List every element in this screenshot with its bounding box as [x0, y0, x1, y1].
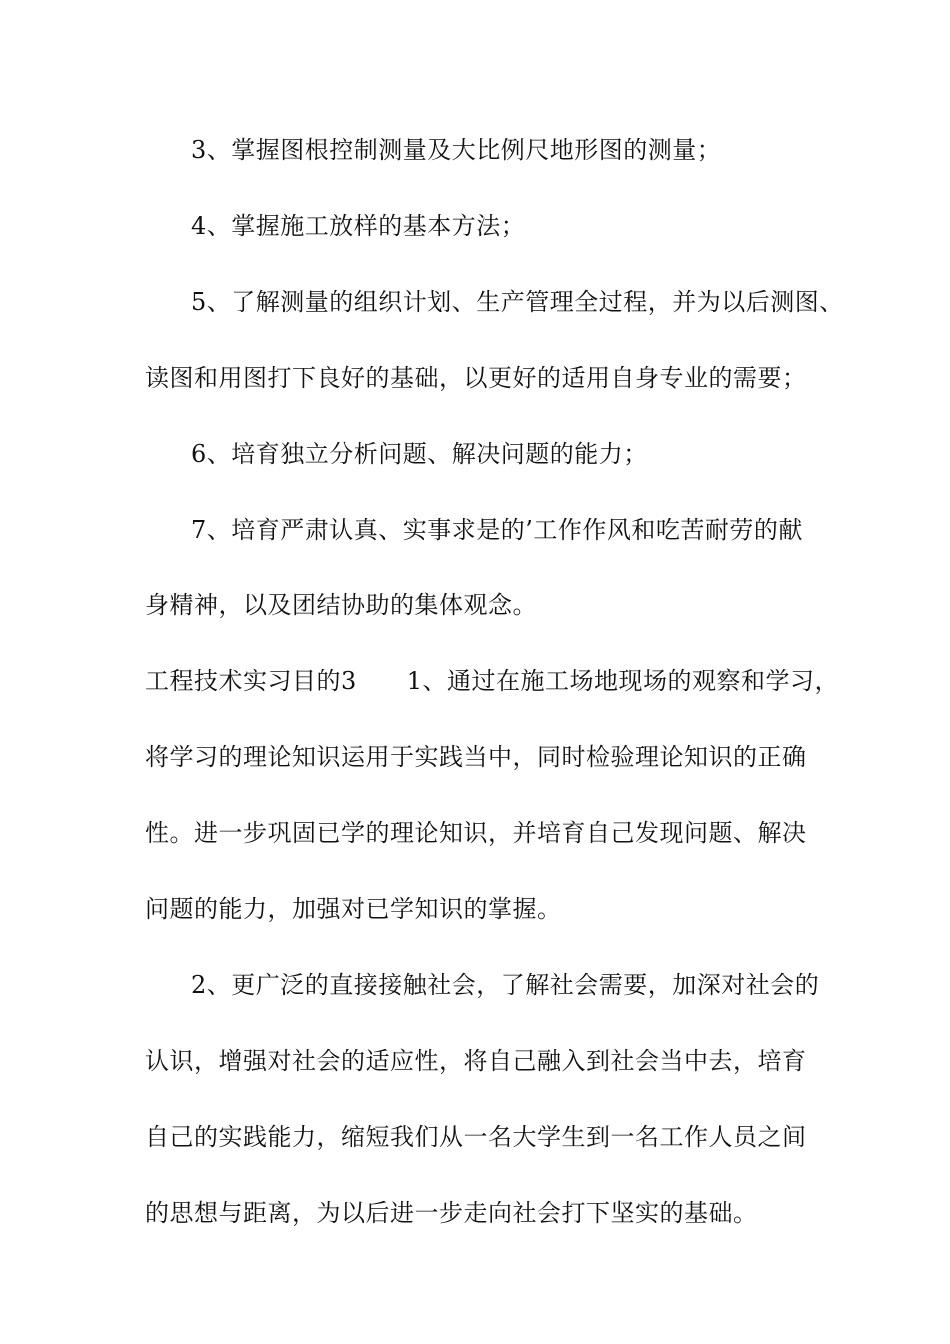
list-item-7-line-1: 7、培育严肃认真、实事求是的’工作作风和吃苦耐劳的献 — [191, 516, 803, 544]
section-item-1-line-1: 1、通过在施工场地现场的观察和学习， — [406, 667, 840, 695]
section-item-1-line-2: 将学习的理论知识运用于实践当中，同时检验理论知识的正确 — [145, 743, 807, 771]
list-item-5-line-2: 读图和用图打下良好的基础，以更好的适用自身专业的需要； — [145, 364, 807, 392]
list-item-6: 6、培育独立分析问题、解决问题的能力； — [191, 440, 648, 468]
section-item-1-line-4: 问题的能力，加强对已学知识的掌握。 — [145, 895, 562, 923]
list-item-3: 3、掌握图根控制测量及大比例尺地形图的测量； — [191, 136, 722, 164]
section-item-2-line-1: 2、更广泛的直接接触社会，了解社会需要，加深对社会的 — [191, 971, 820, 999]
list-item-4: 4、掌握施工放样的基本方法； — [191, 212, 526, 240]
list-item-5-line-1: 5、了解测量的组织计划、生产管理全过程，并为以后测图、 — [191, 288, 844, 316]
list-item-7-line-2: 身精神，以及团结协助的集体观念。 — [145, 591, 537, 619]
section-item-2-line-2: 认识，增强对社会的适应性，将自己融入到社会当中去，培育 — [145, 1047, 807, 1075]
section-item-1-line-3: 性。进一步巩固已学的理论知识，并培育自己发现问题、解决 — [145, 819, 807, 847]
section-item-2-line-4: 的思想与距离，为以后进一步走向社会打下坚实的基础。 — [145, 1199, 758, 1227]
section-heading: 工程技术实习目的3 — [145, 667, 357, 695]
section-item-2-line-3: 自己的实践能力，缩短我们从一名大学生到一名工作人员之间 — [145, 1123, 807, 1151]
section-heading-line — [145, 666, 839, 696]
